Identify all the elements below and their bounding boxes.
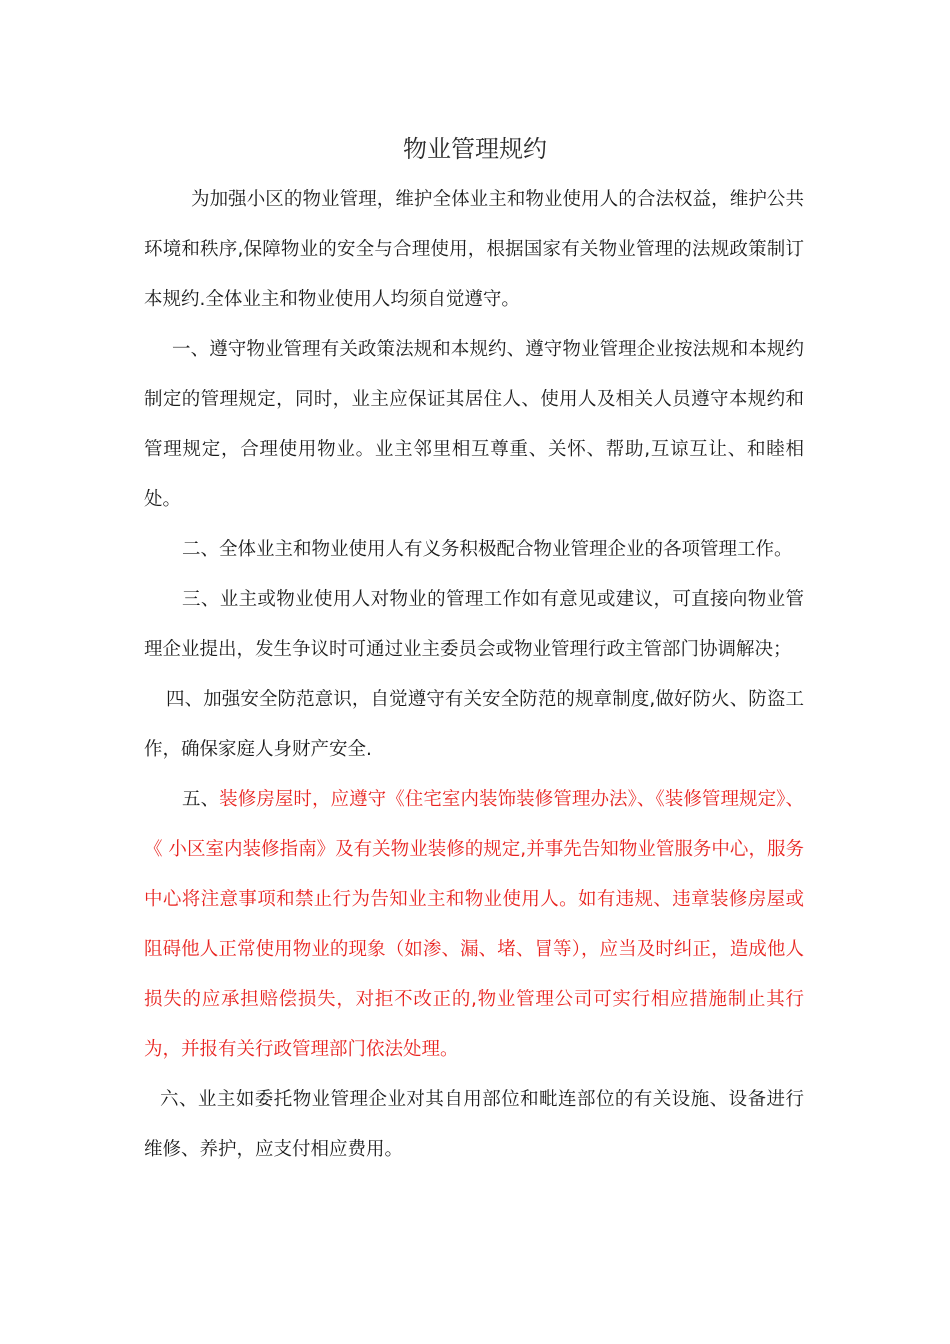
clause-6-text: 业主如委托物业管理企业对其自用部位和毗连部位的有关设施、设备进行维修、养护，应支付相应费用。 <box>144 1089 804 1160</box>
clause-3-number: 三、 <box>182 589 220 610</box>
intro-paragraph: 为加强小区的物业管理，维护全体业主和物业使用人的合法权益，维护公共环境和秩序,保障物业的安全与合理使用，根据国家有关物业管理的法规政策制订本规约.全体业主和物业使用人均须自觉遵守。 <box>144 189 804 310</box>
clause-2-number: 二、 <box>182 539 220 560</box>
clause-1-number: 一、 <box>172 339 210 360</box>
clause-3 <box>144 575 804 675</box>
clause-6 <box>144 1075 804 1175</box>
document-title: 物业管理规约 <box>403 135 547 163</box>
clause-4-number: 四、 <box>166 689 204 710</box>
clause-5-text-highlighted: 装修房屋时，应遵守《住宅室内装饰装修管理办法》、《装修管理规定》、《 小区室内装修指南》及有关物业装修的规定,并事先告知物业管服务中心，服务中心将注意事项和禁止行为告知业主和物业使用人。如有违规、违章装修房屋或阻碍他人正常使用物业的现象（如渗、漏、堵、冒等），应当及时纠正，造成他人损失的应承担赔偿损失，对拒不改正的,物业管理公司可实行相应措施制止其行为，并报有关行政管理部门依法处理。 <box>144 789 804 1060</box>
clause-2-text: 全体业主和物业使用人有义务积极配合物业管理企业的各项管理工作。 <box>219 539 793 560</box>
clause-4-text: 加强安全防范意识，自觉遵守有关安全防范的规章制度,做好防火、防盗工作，确保家庭人身财产安全. <box>144 689 804 760</box>
clause-2 <box>144 525 804 575</box>
clause-5 <box>144 775 804 1075</box>
document-body <box>144 175 804 1175</box>
clause-1-text: 遵守物业管理有关政策法规和本规约、遵守物业管理企业按法规和本规约制定的管理规定，同时，业主应保证其居住人、使用人及相关人员遵守本规约和管理规定，合理使用物业。业主邻里相互尊重、关怀、帮助,互谅互让、和睦相处。 <box>144 339 804 510</box>
clause-5-number: 五、 <box>182 789 220 810</box>
clause-6-number: 六、 <box>160 1089 198 1110</box>
clause-3-text: 业主或物业使用人对物业的管理工作如有意见或建议，可直接向物业管理企业提出，发生争议时可通过业主委员会或物业管理行政主管部门协调解决； <box>144 589 804 660</box>
clause-1 <box>144 325 804 525</box>
clause-4 <box>144 675 804 775</box>
